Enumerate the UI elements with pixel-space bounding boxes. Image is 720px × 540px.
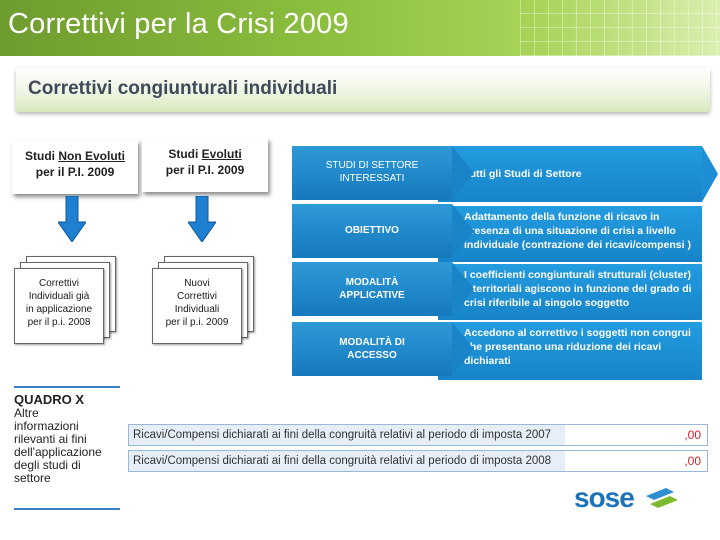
slide-title: Correttivi per la Crisi 2009	[8, 8, 349, 40]
form-row-label: Ricavi/Compensi dichiarati ai fini della congruità relativi al periodo di imposta 2007	[129, 425, 565, 445]
pill-modalita-accesso	[292, 322, 452, 376]
quadro-x-panel	[14, 386, 120, 510]
card-studi-evoluti	[142, 138, 268, 192]
pill-label: MODALITÀ APPLICATIVE	[339, 277, 405, 301]
quadro-desc-line: Altre	[14, 406, 39, 420]
info-box-modalita-accesso	[438, 322, 702, 380]
stack-nuovi-correttivi	[152, 268, 242, 344]
card2-underlined: Evoluti	[201, 147, 242, 161]
header-grid-decoration	[520, 0, 720, 56]
form-row-2007[interactable]	[128, 424, 708, 446]
info-text: Tutti gli Studi di Settore	[464, 168, 582, 180]
info-box-studi	[438, 146, 702, 202]
pill-label: MODALITÀ DI ACCESSO	[339, 337, 405, 361]
stack-correttivi-esistenti	[14, 268, 104, 344]
quadro-title: QUADRO X	[14, 392, 85, 407]
pill-modalita-applicative	[292, 262, 452, 316]
form-row-value[interactable]: ,00	[684, 428, 701, 442]
stack2-line: Individuali	[174, 304, 220, 315]
stack2-line: per il p.i. 2009	[165, 317, 229, 328]
logo-text: sose	[574, 482, 634, 513]
info-text: Adattamento della funzione di ricavo in presenza di una situazione di crisi a livello individuale (contrazione dei ricavi/compensi )	[464, 211, 691, 251]
card-studi-non-evoluti	[12, 140, 138, 194]
form-row-label: Ricavi/Compensi dichiarati ai fini della congruità relativi al periodo di imposta 2008	[129, 451, 565, 471]
info-box-modalita-applicative	[438, 264, 702, 320]
section-banner	[16, 68, 710, 112]
stack1-line: per il p.i. 2008	[27, 317, 91, 328]
card1-line2: per il P.I. 2009	[35, 165, 115, 179]
pill-studi-interessati	[292, 146, 452, 200]
card1-underlined: Non Evoluti	[58, 149, 125, 163]
info-text: Accedono al correttivo i soggetti non congrui che presentano una riduzione dei ricavi dichiarati	[464, 327, 691, 367]
logo-mark-icon	[644, 486, 680, 512]
stack1-line: in applicazione	[25, 304, 93, 315]
stack-front-sheet	[14, 268, 104, 344]
card2-prefix: Studi	[168, 147, 202, 161]
banner-title: Correttivi congiunturali individuali	[28, 78, 338, 99]
card1-prefix: Studi	[25, 149, 59, 163]
form-row-2008[interactable]	[128, 450, 708, 472]
arrow-down-icon	[58, 196, 86, 242]
arrow-down-icon	[188, 196, 216, 242]
form-row-value[interactable]: ,00	[684, 454, 701, 468]
quadro-desc-line: settore	[14, 471, 51, 485]
card2-line2: per il P.I. 2009	[165, 163, 245, 177]
sose-logo	[574, 484, 684, 514]
stack2-line: Correttivi	[176, 291, 217, 302]
quadro-desc-line: informazioni	[14, 419, 79, 433]
stack1-line: Individuali già	[28, 291, 90, 302]
info-text: I coefficienti congiunturali strutturali (cluster) e territoriali agiscono in funzione del grado di crisi riferibile al singolo soggetto	[464, 269, 692, 309]
stack2-line: Nuovi	[184, 278, 210, 289]
stack1-line: Correttivi	[38, 278, 79, 289]
pill-label: OBIETTIVO	[345, 225, 399, 236]
info-box-obiettivo	[438, 206, 702, 262]
pill-obiettivo	[292, 204, 452, 258]
quadro-desc-line: degli studi di	[14, 458, 81, 472]
quadro-desc-line: dell'applicazione	[14, 445, 102, 459]
quadro-desc-line: rilevanti ai fini	[14, 432, 87, 446]
stack-front-sheet	[152, 268, 242, 344]
pill-label: STUDI DI SETTORE INTERESSATI	[325, 160, 419, 184]
